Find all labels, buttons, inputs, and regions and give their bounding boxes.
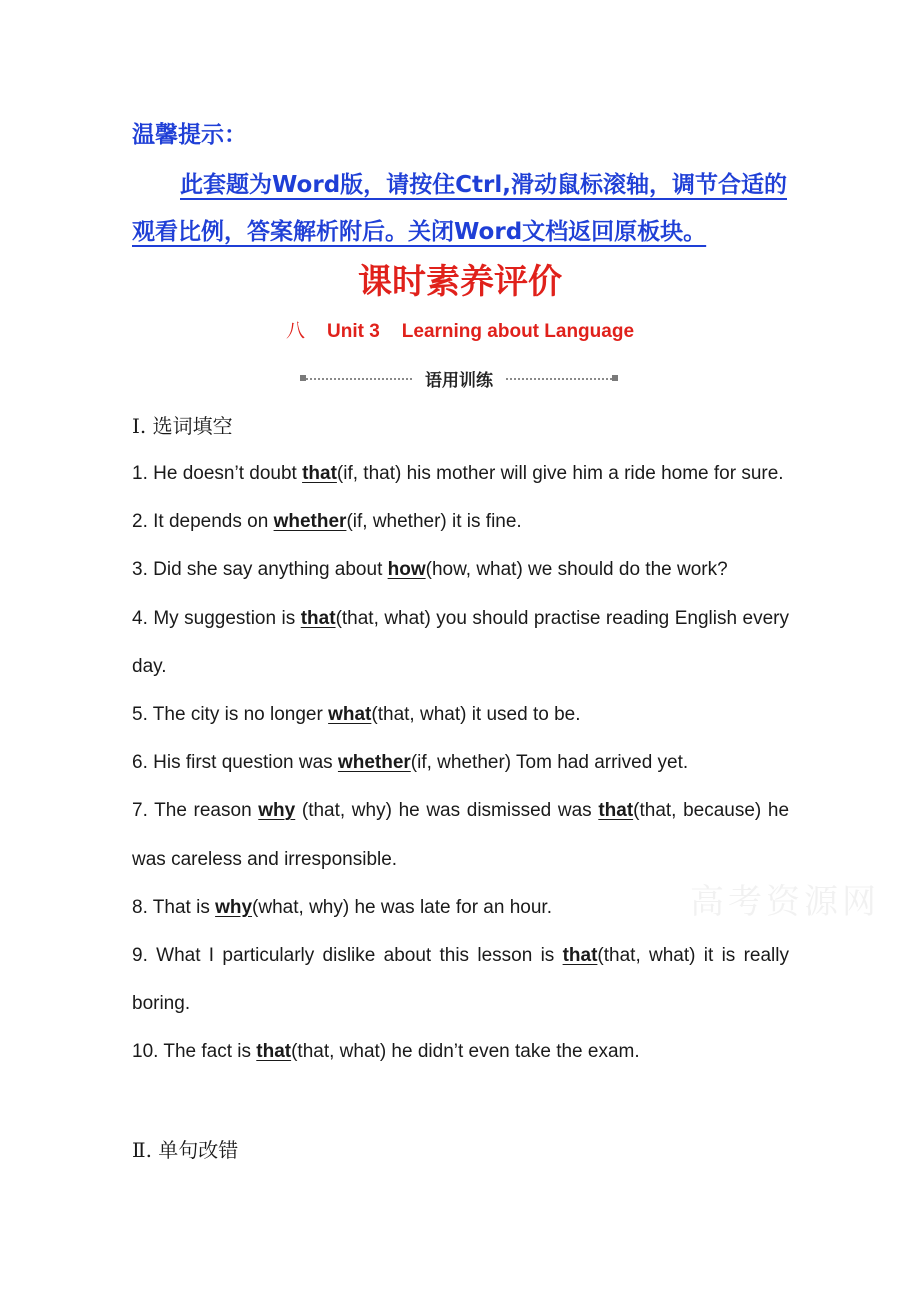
item-text: (if, whether) Tom had arrived yet. — [410, 752, 689, 774]
answer-word: that — [562, 945, 598, 967]
item-text: (that, what) it is really boring. — [132, 945, 789, 1015]
item-text: (that, what) you should practise reading English every day. — [132, 607, 789, 677]
item-text: He doesn’t doubt — [147, 463, 303, 484]
item-text: (what, why) he was late for an hour. — [252, 896, 552, 918]
answer-word: how — [387, 559, 426, 581]
item-text: That is — [147, 896, 216, 918]
item-text: 9. — [132, 945, 148, 967]
section-title-1: Ⅰ. 选词填空 — [132, 414, 233, 438]
unit-label: Unit 3 — [327, 321, 380, 342]
exercise-item — [132, 691, 789, 739]
answer-word: that — [300, 607, 336, 629]
page-title: 课时素养评价 — [358, 262, 562, 302]
item-text: 10. — [132, 1041, 159, 1063]
section-title-2: Ⅱ. 单句改错 — [132, 1138, 239, 1162]
item-text: 4. — [132, 607, 148, 629]
answer-word: whether — [273, 511, 347, 533]
exercise-item — [132, 1028, 789, 1076]
divider-right-line — [506, 378, 612, 380]
item-text: Did she say anything about — [147, 559, 388, 581]
item-text: (how, what) we should do the work? — [425, 559, 728, 581]
item-text: The reason — [147, 800, 259, 822]
answer-word: that — [256, 1041, 292, 1063]
item-text: What I particularly dislike about this lesson is — [147, 945, 563, 967]
answer-word: why — [215, 896, 253, 918]
answer-word: whether — [337, 752, 411, 774]
unit-name: Learning about Language — [401, 321, 635, 342]
unit-number: 八 — [285, 320, 305, 342]
tip-title: 温馨提示： — [132, 122, 247, 148]
exercise-list — [132, 450, 789, 1077]
exercise-item — [132, 595, 789, 691]
item-text: 5. — [132, 704, 148, 726]
item-text: (if, whether) it is fine. — [346, 511, 522, 533]
item-text: (that, because) he was careless and irresponsible. — [132, 800, 790, 870]
exercise-item — [132, 932, 789, 1028]
section-divider — [300, 366, 618, 392]
item-text: 1. — [132, 463, 148, 484]
exercise-item — [132, 498, 789, 546]
tip-body: 此套题为Word版，请按住Ctrl,滑动鼠标滚轴，调节合适的观看比例，答案解析附后。关闭Word文档返回原板块。 — [132, 172, 787, 245]
answer-word: why — [258, 800, 296, 822]
divider-label: 语用训练 — [425, 371, 493, 391]
item-text: 6. — [132, 752, 148, 774]
watermark: 高考资源网 — [690, 882, 880, 922]
exercise-item — [132, 739, 789, 787]
item-text: The fact is — [158, 1041, 257, 1063]
answer-word: that — [302, 463, 337, 484]
exercise-item — [132, 546, 789, 594]
item-text: It depends on — [147, 511, 274, 533]
answer-word: that — [598, 800, 634, 822]
exercise-item — [132, 787, 789, 883]
item-text: 2. — [132, 511, 148, 533]
item-text: (if, that) his mother will give him a ride home for sure. — [336, 463, 784, 484]
item-text: The city is no longer — [147, 704, 329, 726]
item-text: 8. — [132, 896, 148, 918]
unit-heading — [0, 316, 920, 343]
answer-word: what — [328, 704, 372, 726]
item-text: 3. — [132, 559, 148, 581]
item-text: 7. — [132, 800, 148, 822]
item-text: My suggestion is — [147, 607, 301, 629]
exercise-item — [132, 450, 789, 498]
item-text: (that, what) it used to be. — [371, 704, 581, 726]
item-text: His first question was — [147, 752, 338, 774]
divider-right-dot — [612, 375, 618, 381]
item-text: (that, what) he didn’t even take the exam. — [291, 1041, 640, 1063]
item-text: (that, why) he was dismissed was — [295, 800, 599, 822]
